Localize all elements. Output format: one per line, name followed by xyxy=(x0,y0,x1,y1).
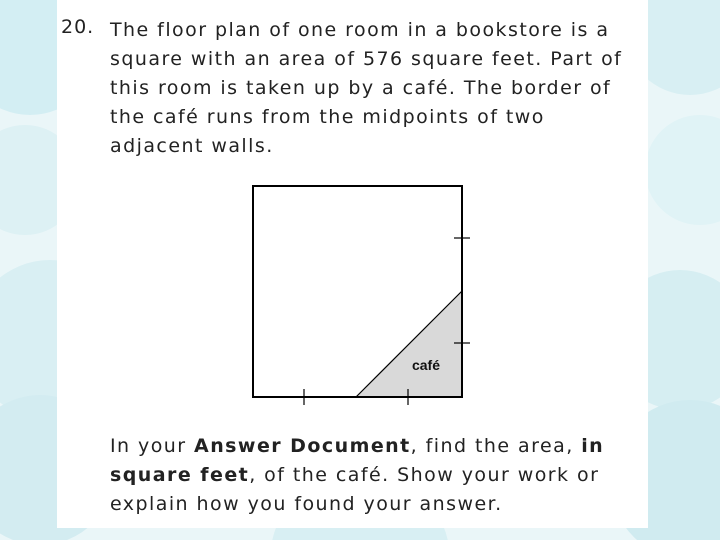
answer-document-emphasis: Answer Document xyxy=(194,435,411,457)
bg-circle xyxy=(645,115,720,225)
instruction-line: square feet, of the café. Show your work or xyxy=(110,464,600,486)
question-line: the café runs from the midpoints of two xyxy=(110,106,545,128)
square-feet-emphasis: square feet xyxy=(110,464,250,486)
instructions-text xyxy=(110,432,604,519)
question-line: adjacent walls. xyxy=(110,135,274,157)
question-text xyxy=(110,16,622,161)
question-line: The floor plan of one room in a bookstore is a xyxy=(110,19,610,41)
instruction-line: explain how you found your answer. xyxy=(110,493,503,515)
in-emphasis: in xyxy=(581,435,605,457)
floor-plan-figure xyxy=(237,180,477,410)
question-number: 20. xyxy=(61,16,95,38)
question-card xyxy=(57,0,648,528)
instruction-line: In your Answer Document, find the area, in xyxy=(110,435,605,457)
cafe-label: café xyxy=(411,357,441,373)
question-line: this room is taken up by a café. The border of xyxy=(110,77,612,99)
question-line: square with an area of 576 square feet. Part of xyxy=(110,48,623,70)
